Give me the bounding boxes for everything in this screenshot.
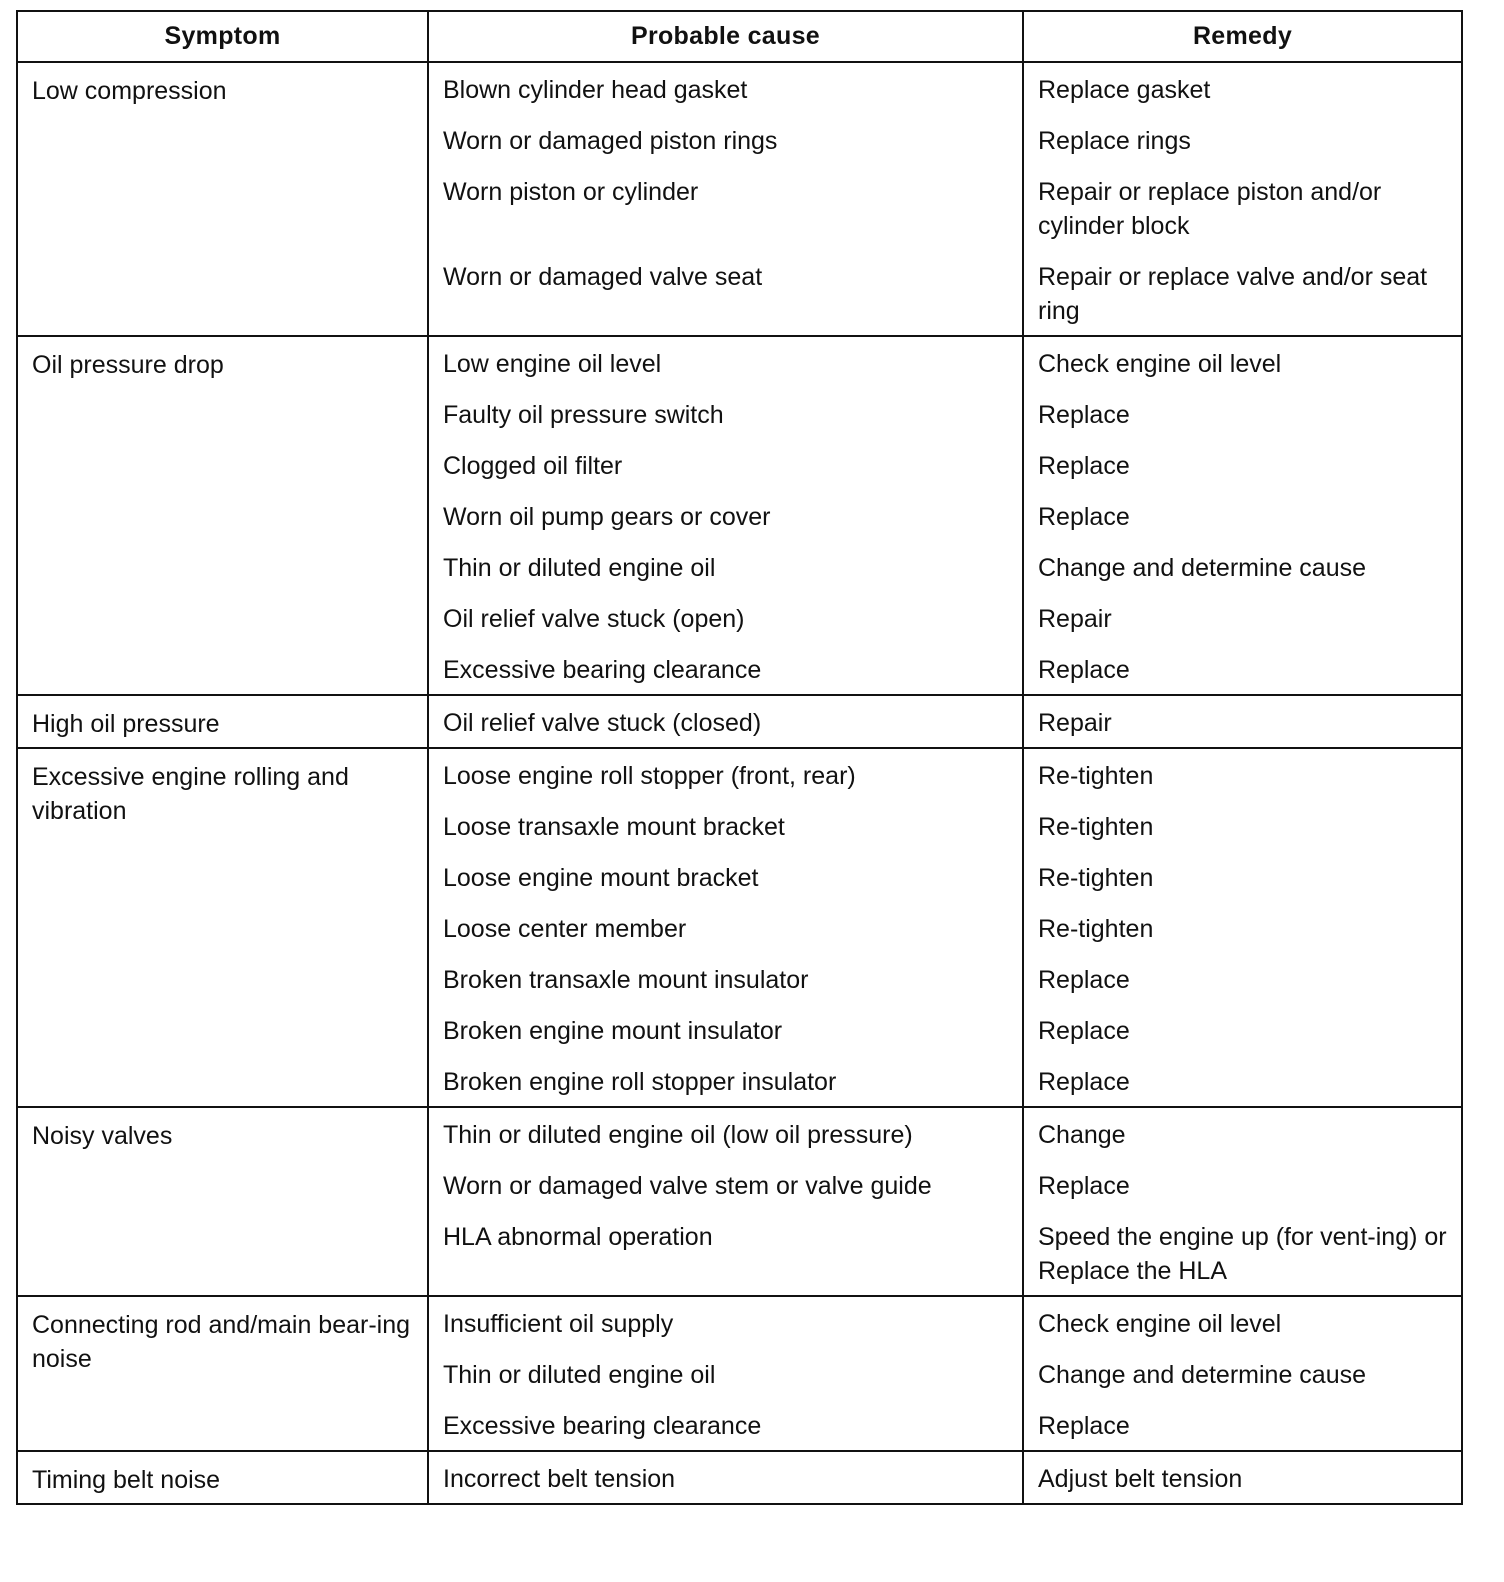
- table-row: [429, 851, 1461, 902]
- cause-cell: Worn or damaged piston rings: [429, 114, 1024, 165]
- cause-cell: Insufficient oil supply: [429, 1297, 1024, 1348]
- cause-cell: Loose transaxle mount bracket: [429, 800, 1024, 851]
- cause-list: [429, 1452, 1461, 1503]
- remedy-cell: Re-tighten: [1038, 864, 1154, 892]
- table-row: [429, 592, 1461, 643]
- cause-cell: Worn or damaged valve seat: [429, 250, 1024, 335]
- cause-cell: Thin or diluted engine oil (low oil pressure): [429, 1108, 1024, 1159]
- cause-cell: HLA abnormal operation: [429, 1210, 1024, 1295]
- cause-cell: Blown cylinder head gasket: [429, 63, 1024, 114]
- table-row: [429, 1297, 1461, 1348]
- cause-cell: Worn or damaged valve stem or valve guide: [429, 1159, 1024, 1210]
- remedy-cell: Change: [1038, 1121, 1126, 1149]
- remedy-cell: Re-tighten: [1038, 762, 1154, 790]
- table-row: [429, 388, 1461, 439]
- symptom-cell: Oil pressure drop: [18, 337, 429, 694]
- table-row: [429, 250, 1461, 335]
- symptom-group: [18, 696, 1461, 749]
- remedy-line: Speed the engine up (for vent-ing) or: [1038, 1223, 1447, 1251]
- remedy-cell: Replace: [1038, 1068, 1130, 1096]
- table-row: [429, 1159, 1461, 1210]
- symptom-cell: Noisy valves: [18, 1108, 429, 1295]
- cause-cell: Clogged oil filter: [429, 439, 1024, 490]
- table-row: [429, 490, 1461, 541]
- cause-cell: Faulty oil pressure switch: [429, 388, 1024, 439]
- cause-cell: Excessive bearing clearance: [429, 643, 1024, 694]
- cause-cell: Broken transaxle mount insulator: [429, 953, 1024, 1004]
- remedy-cell: Replace: [1038, 966, 1130, 994]
- table-row: [429, 749, 1461, 800]
- header-probable-cause: Probable cause: [429, 12, 1024, 61]
- cause-cell: Excessive bearing clearance: [429, 1399, 1024, 1450]
- table-row: [429, 1348, 1461, 1399]
- table-row: [429, 953, 1461, 1004]
- remedy-cell: Replace rings: [1038, 127, 1191, 155]
- cause-cell: Low engine oil level: [429, 337, 1024, 388]
- table-row: [429, 1004, 1461, 1055]
- remedy-cell: Replace: [1038, 1412, 1130, 1440]
- table-row: [429, 1055, 1461, 1106]
- remedy-cell: [1024, 1210, 1461, 1295]
- table-header: [18, 12, 1461, 63]
- remedy-cell: Replace gasket: [1038, 76, 1211, 104]
- table-row: [429, 800, 1461, 851]
- table-row: [429, 1452, 1461, 1503]
- table-row: [429, 1210, 1461, 1295]
- symptom-group: [18, 1297, 1461, 1452]
- symptom-group: [18, 749, 1461, 1108]
- table-row: [429, 165, 1461, 250]
- cause-list: [429, 1108, 1461, 1295]
- cause-cell: Oil relief valve stuck (open): [429, 592, 1024, 643]
- remedy-cell: Repair: [1038, 605, 1112, 633]
- cause-cell: Thin or diluted engine oil: [429, 1348, 1024, 1399]
- troubleshooting-table: [16, 10, 1463, 1505]
- remedy-cell: Replace: [1038, 503, 1130, 531]
- header-symptom: Symptom: [18, 12, 429, 61]
- table-row: [429, 337, 1461, 388]
- cause-list: [429, 1297, 1461, 1450]
- table-row: [429, 439, 1461, 490]
- remedy-cell: Check engine oil level: [1038, 350, 1282, 378]
- table-row: [429, 541, 1461, 592]
- remedy-cell: Repair or replace piston and/or cylinder block: [1038, 178, 1382, 240]
- table-row: [429, 643, 1461, 694]
- remedy-cell: Adjust belt tension: [1038, 1465, 1243, 1493]
- cause-cell: Loose center member: [429, 902, 1024, 953]
- table-row: [429, 114, 1461, 165]
- cause-cell: Thin or diluted engine oil: [429, 541, 1024, 592]
- symptom-cell: Timing belt noise: [18, 1452, 429, 1503]
- cause-cell: Oil relief valve stuck (closed): [429, 696, 1024, 747]
- cause-cell: Broken engine mount insulator: [429, 1004, 1024, 1055]
- cause-list: [429, 749, 1461, 1106]
- remedy-cell: Replace: [1038, 1172, 1130, 1200]
- table-row: [429, 1108, 1461, 1159]
- cause-list: [429, 337, 1461, 694]
- cause-list: [429, 63, 1461, 335]
- table-row: [429, 63, 1461, 114]
- symptom-group: [18, 63, 1461, 337]
- cause-list: [429, 696, 1461, 747]
- remedy-cell: Repair: [1038, 709, 1112, 737]
- remedy-cell: Replace: [1038, 656, 1130, 684]
- symptom-group: [18, 1452, 1461, 1503]
- remedy-cell: Replace: [1038, 452, 1130, 480]
- remedy-cell: Change and determine cause: [1038, 1361, 1367, 1389]
- remedy-cell: Re-tighten: [1038, 813, 1154, 841]
- symptom-group: [18, 1108, 1461, 1297]
- cause-cell: Loose engine roll stopper (front, rear): [429, 749, 1024, 800]
- cause-cell: Worn oil pump gears or cover: [429, 490, 1024, 541]
- symptom-cell: High oil pressure: [18, 696, 429, 747]
- cause-cell: Broken engine roll stopper insulator: [429, 1055, 1024, 1106]
- remedy-cell: Change and determine cause: [1038, 554, 1367, 582]
- table-row: [429, 1399, 1461, 1450]
- symptom-cell: Excessive engine rolling and vibration: [18, 749, 429, 1106]
- symptom-group: [18, 337, 1461, 696]
- remedy-cell: Replace: [1038, 401, 1130, 429]
- cause-cell: Incorrect belt tension: [429, 1452, 1024, 1503]
- symptom-cell: Connecting rod and/main bear-ing noise: [18, 1297, 429, 1450]
- header-remedy: Remedy: [1192, 22, 1293, 50]
- cause-cell: Worn piston or cylinder: [429, 165, 1024, 250]
- remedy-cell: Replace: [1038, 1017, 1130, 1045]
- remedy-cell: Check engine oil level: [1038, 1310, 1282, 1338]
- table-row: [429, 902, 1461, 953]
- remedy-cell: Repair or replace valve and/or seat ring: [1038, 263, 1428, 325]
- table-row: [429, 696, 1461, 747]
- symptom-cell: Low compression: [18, 63, 429, 335]
- cause-cell: Loose engine mount bracket: [429, 851, 1024, 902]
- remedy-cell: Re-tighten: [1038, 915, 1154, 943]
- remedy-line: Replace the HLA: [1038, 1257, 1228, 1285]
